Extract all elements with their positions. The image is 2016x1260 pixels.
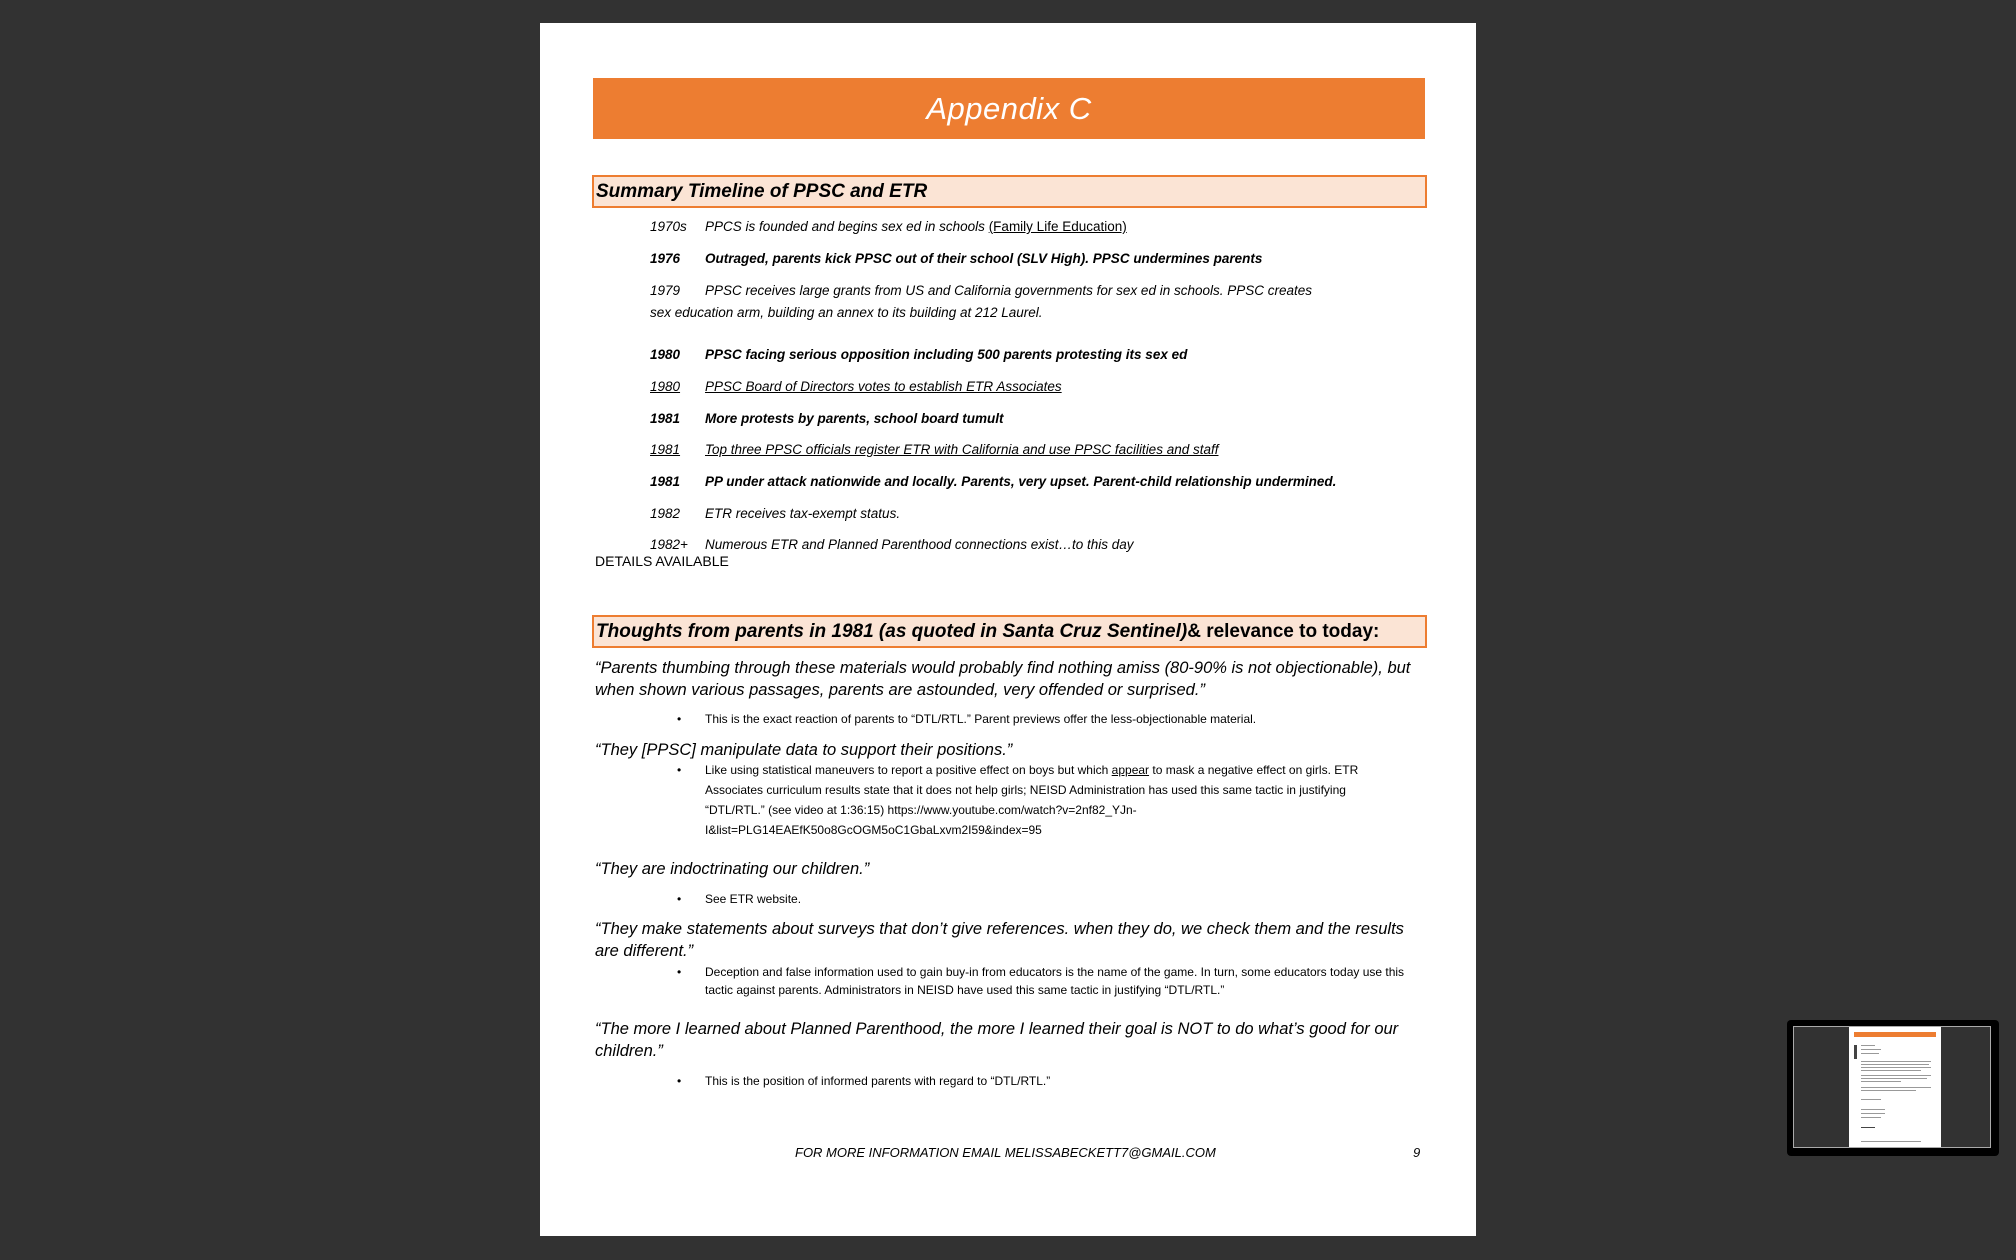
timeline-text: Top three PPSC officials register ETR with California and use PPSC facilities and staff — [705, 442, 1219, 457]
bullet-dot: • — [677, 892, 682, 906]
timeline-item — [650, 408, 1410, 430]
bullet-dot: • — [677, 763, 682, 777]
timeline-year: 1980 — [650, 347, 681, 362]
section-heading-thoughts — [592, 615, 1427, 648]
page-thumbnail-navigator[interactable] — [1787, 1020, 1999, 1156]
parent-quote: “They make statements about surveys that don’t give references. when they do, we check them and the results are different.” — [595, 920, 1404, 960]
timeline-text: Numerous ETR and Planned Parenthood connections exist…to this day — [705, 537, 1134, 552]
timeline-text: PPSC receives large grants from US and California governments for sex ed in schools. PPSC creates sex education arm, building an annex to its building at 212 Laurel. — [650, 283, 1313, 320]
section-heading-timeline: Summary Timeline of PPSC and ETR — [592, 175, 1427, 208]
quote-bullet — [677, 760, 1405, 840]
thumbnail-line — [1861, 1087, 1931, 1088]
thumbnail-line — [1861, 1081, 1901, 1082]
section-heading-italic: Thoughts from parents in 1981 (as quoted in Santa Cruz Sentinel) — [596, 620, 1188, 642]
bullet-text: Like using statistical maneuvers to report a positive effect on boys but which — [705, 763, 1112, 777]
timeline-item — [650, 376, 1410, 398]
bullet-text: to mask a negative effect on girls. ETR Associates curriculum results state that it does not help girls; NEISD Administration has used this same tactic in justifying “DTL/RTL.” (see video at 1:36:15) https://www.youtube.com/watch?v=2nf82_YJn-I&list=PLG14EAEfK50o8GcOGM5oC1GbaLxvm2I59&index=95 — [705, 763, 1359, 837]
timeline-year: 1981 — [650, 442, 681, 457]
thumbnail-line — [1861, 1109, 1885, 1110]
thumbnail-page[interactable] — [1849, 1027, 1941, 1147]
timeline-year: 1970s — [650, 219, 687, 234]
timeline-year: 1979 — [650, 283, 681, 298]
bullet-text: Deception and false information used to gain buy-in from educators is the name of the game. In turn, some educators today use this tactic against parents. Administrators in NEISD have used this same tactic in justifying “DTL/RTL.” — [705, 965, 1405, 997]
details-available: DETAILS AVAILABLE — [595, 553, 729, 569]
bullet-dot: • — [677, 712, 682, 726]
thumbnail-line — [1861, 1070, 1921, 1071]
thumbnail-image — [1854, 1045, 1857, 1059]
timeline-item — [650, 280, 1330, 324]
parent-quote: “They [PPSC] manipulate data to support their positions.” — [595, 741, 1013, 759]
section-heading-rest: & relevance to today: — [1187, 620, 1380, 642]
thumbnail-line — [1861, 1113, 1885, 1114]
timeline-text: PPCS is founded and begins sex ed in schools — [705, 219, 989, 234]
timeline-text: PP under attack nationwide and locally. Parents, very upset. Parent-child relationship undermined. — [705, 474, 1337, 489]
thumbnail-line — [1861, 1099, 1881, 1100]
quote-bullet — [677, 709, 1415, 729]
thumbnail-line — [1861, 1141, 1921, 1142]
timeline-text: PPSC Board of Directors votes to establish ETR Associates — [705, 379, 1062, 394]
timeline-text: More protests by parents, school board tumult — [705, 411, 1004, 426]
timeline-item — [650, 439, 1410, 461]
thumbnail-line — [1861, 1064, 1929, 1065]
timeline-item — [650, 216, 1410, 238]
parent-quote: “The more I learned about Planned Parenthood, the more I learned their goal is NOT to do what’s good for our children.” — [595, 1020, 1399, 1060]
thumbnail-line — [1861, 1078, 1927, 1079]
timeline-item — [650, 248, 1410, 270]
timeline-item — [650, 534, 1410, 556]
bullet-dot: • — [677, 1074, 682, 1088]
bullet-underlined-word: appear — [1111, 763, 1150, 777]
bullet-text: This is the position of informed parents with regard to “DTL/RTL.” — [705, 1074, 1051, 1088]
page-number: 9 — [1413, 1145, 1421, 1160]
appendix-banner: Appendix C — [593, 78, 1425, 139]
timeline-text: Outraged, parents kick PPSC out of their school (SLV High). PPSC undermines parents — [705, 251, 1263, 266]
thumbnail-line — [1861, 1127, 1875, 1128]
timeline-year: 1976 — [650, 251, 681, 266]
thumbnail-line — [1861, 1067, 1931, 1068]
timeline-item — [650, 503, 1410, 525]
document-page — [540, 23, 1476, 1236]
quote-bullet — [677, 889, 1415, 909]
parent-quote: “They are indoctrinating our children.” — [595, 860, 870, 878]
timeline-year: 1981 — [650, 474, 681, 489]
thumbnail-line — [1861, 1090, 1916, 1091]
timeline-text: PPSC facing serious opposition including 500 parents protesting its sex ed — [705, 347, 1188, 362]
thumbnail-viewport[interactable] — [1793, 1026, 1991, 1148]
timeline-year: 1982 — [650, 506, 681, 521]
timeline-item — [650, 471, 1410, 493]
quote-bullet — [677, 963, 1415, 999]
thumbnail-line — [1861, 1053, 1879, 1054]
family-life-education-link[interactable]: (Family Life Education) — [988, 219, 1127, 234]
bullet-dot: • — [677, 965, 682, 979]
quote-bullet — [677, 1071, 1415, 1091]
parent-quote: “Parents thumbing through these materials would probably find nothing amiss (80-90% is not objectionable), but when shown various passages, parents are astounded, very offended or surprised.” — [595, 659, 1411, 699]
timeline-year: 1980 — [650, 379, 681, 394]
thumbnail-banner — [1854, 1032, 1936, 1037]
timeline-text: ETR receives tax-exempt status. — [705, 506, 901, 521]
bullet-text: See ETR website. — [705, 892, 802, 906]
bullet-text: This is the exact reaction of parents to “DTL/RTL.” Parent previews offer the less-objectionable material. — [705, 712, 1257, 726]
timeline-year: 1982+ — [650, 537, 688, 552]
thumbnail-line — [1861, 1045, 1875, 1046]
timeline-item — [650, 344, 1410, 366]
thumbnail-line — [1861, 1061, 1931, 1062]
footer-contact: FOR MORE INFORMATION EMAIL MELISSABECKETT7@GMAIL.COM — [795, 1145, 1216, 1160]
thumbnail-line — [1861, 1075, 1931, 1076]
thumbnail-line — [1861, 1049, 1881, 1050]
timeline-year: 1981 — [650, 411, 681, 426]
thumbnail-line — [1861, 1117, 1881, 1118]
